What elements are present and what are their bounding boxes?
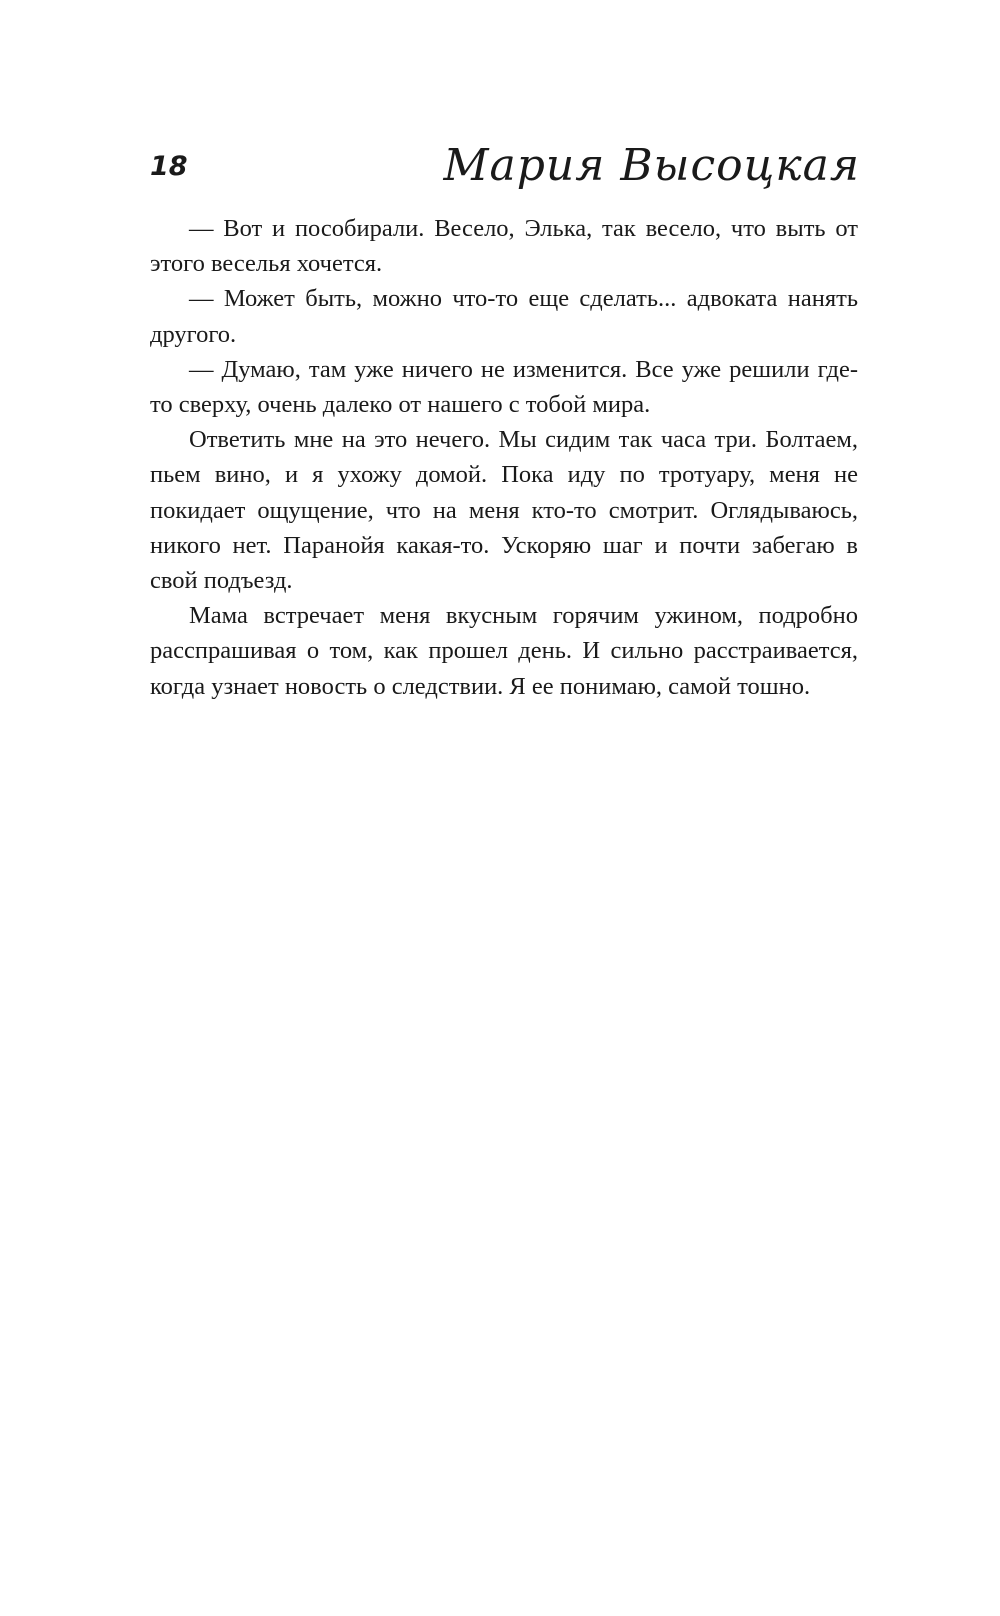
author-running-head: Мария Высоцкая [443, 140, 860, 191]
paragraph: Мама встречает меня вкусным горячим ужином, подробно расспрашивая о том, как прошел день. И сильно расстраивается, когда узнает новость о следствии. Я ее понимаю, самой тошно. [150, 602, 858, 700]
paragraph: Ответить мне на это нечего. Мы сидим так часа три. Болтаем, пьем вино, и я ухожу домой. Пока иду по тротуару, меня не покидает ощущение, что на меня кто-то смотрит. Оглядываюсь, никого нет. Паранойя какая-то. Ускоряю шаг и почти забегаю в свой подъезд. [150, 426, 858, 595]
page-number: 18 [150, 151, 188, 182]
paragraph: — Думаю, там уже ничего не изменится. Все уже решили где-то сверху, очень далеко от нашего с тобой мира. [150, 355, 858, 419]
paragraph: — Вот и пособирали. Весело, Элька, так весело, что выть от этого веселья хочется. [150, 215, 858, 278]
body-text [150, 211, 858, 704]
paragraph: — Может быть, можно что-то еще сделать... адвоката нанять другого. [150, 285, 858, 348]
